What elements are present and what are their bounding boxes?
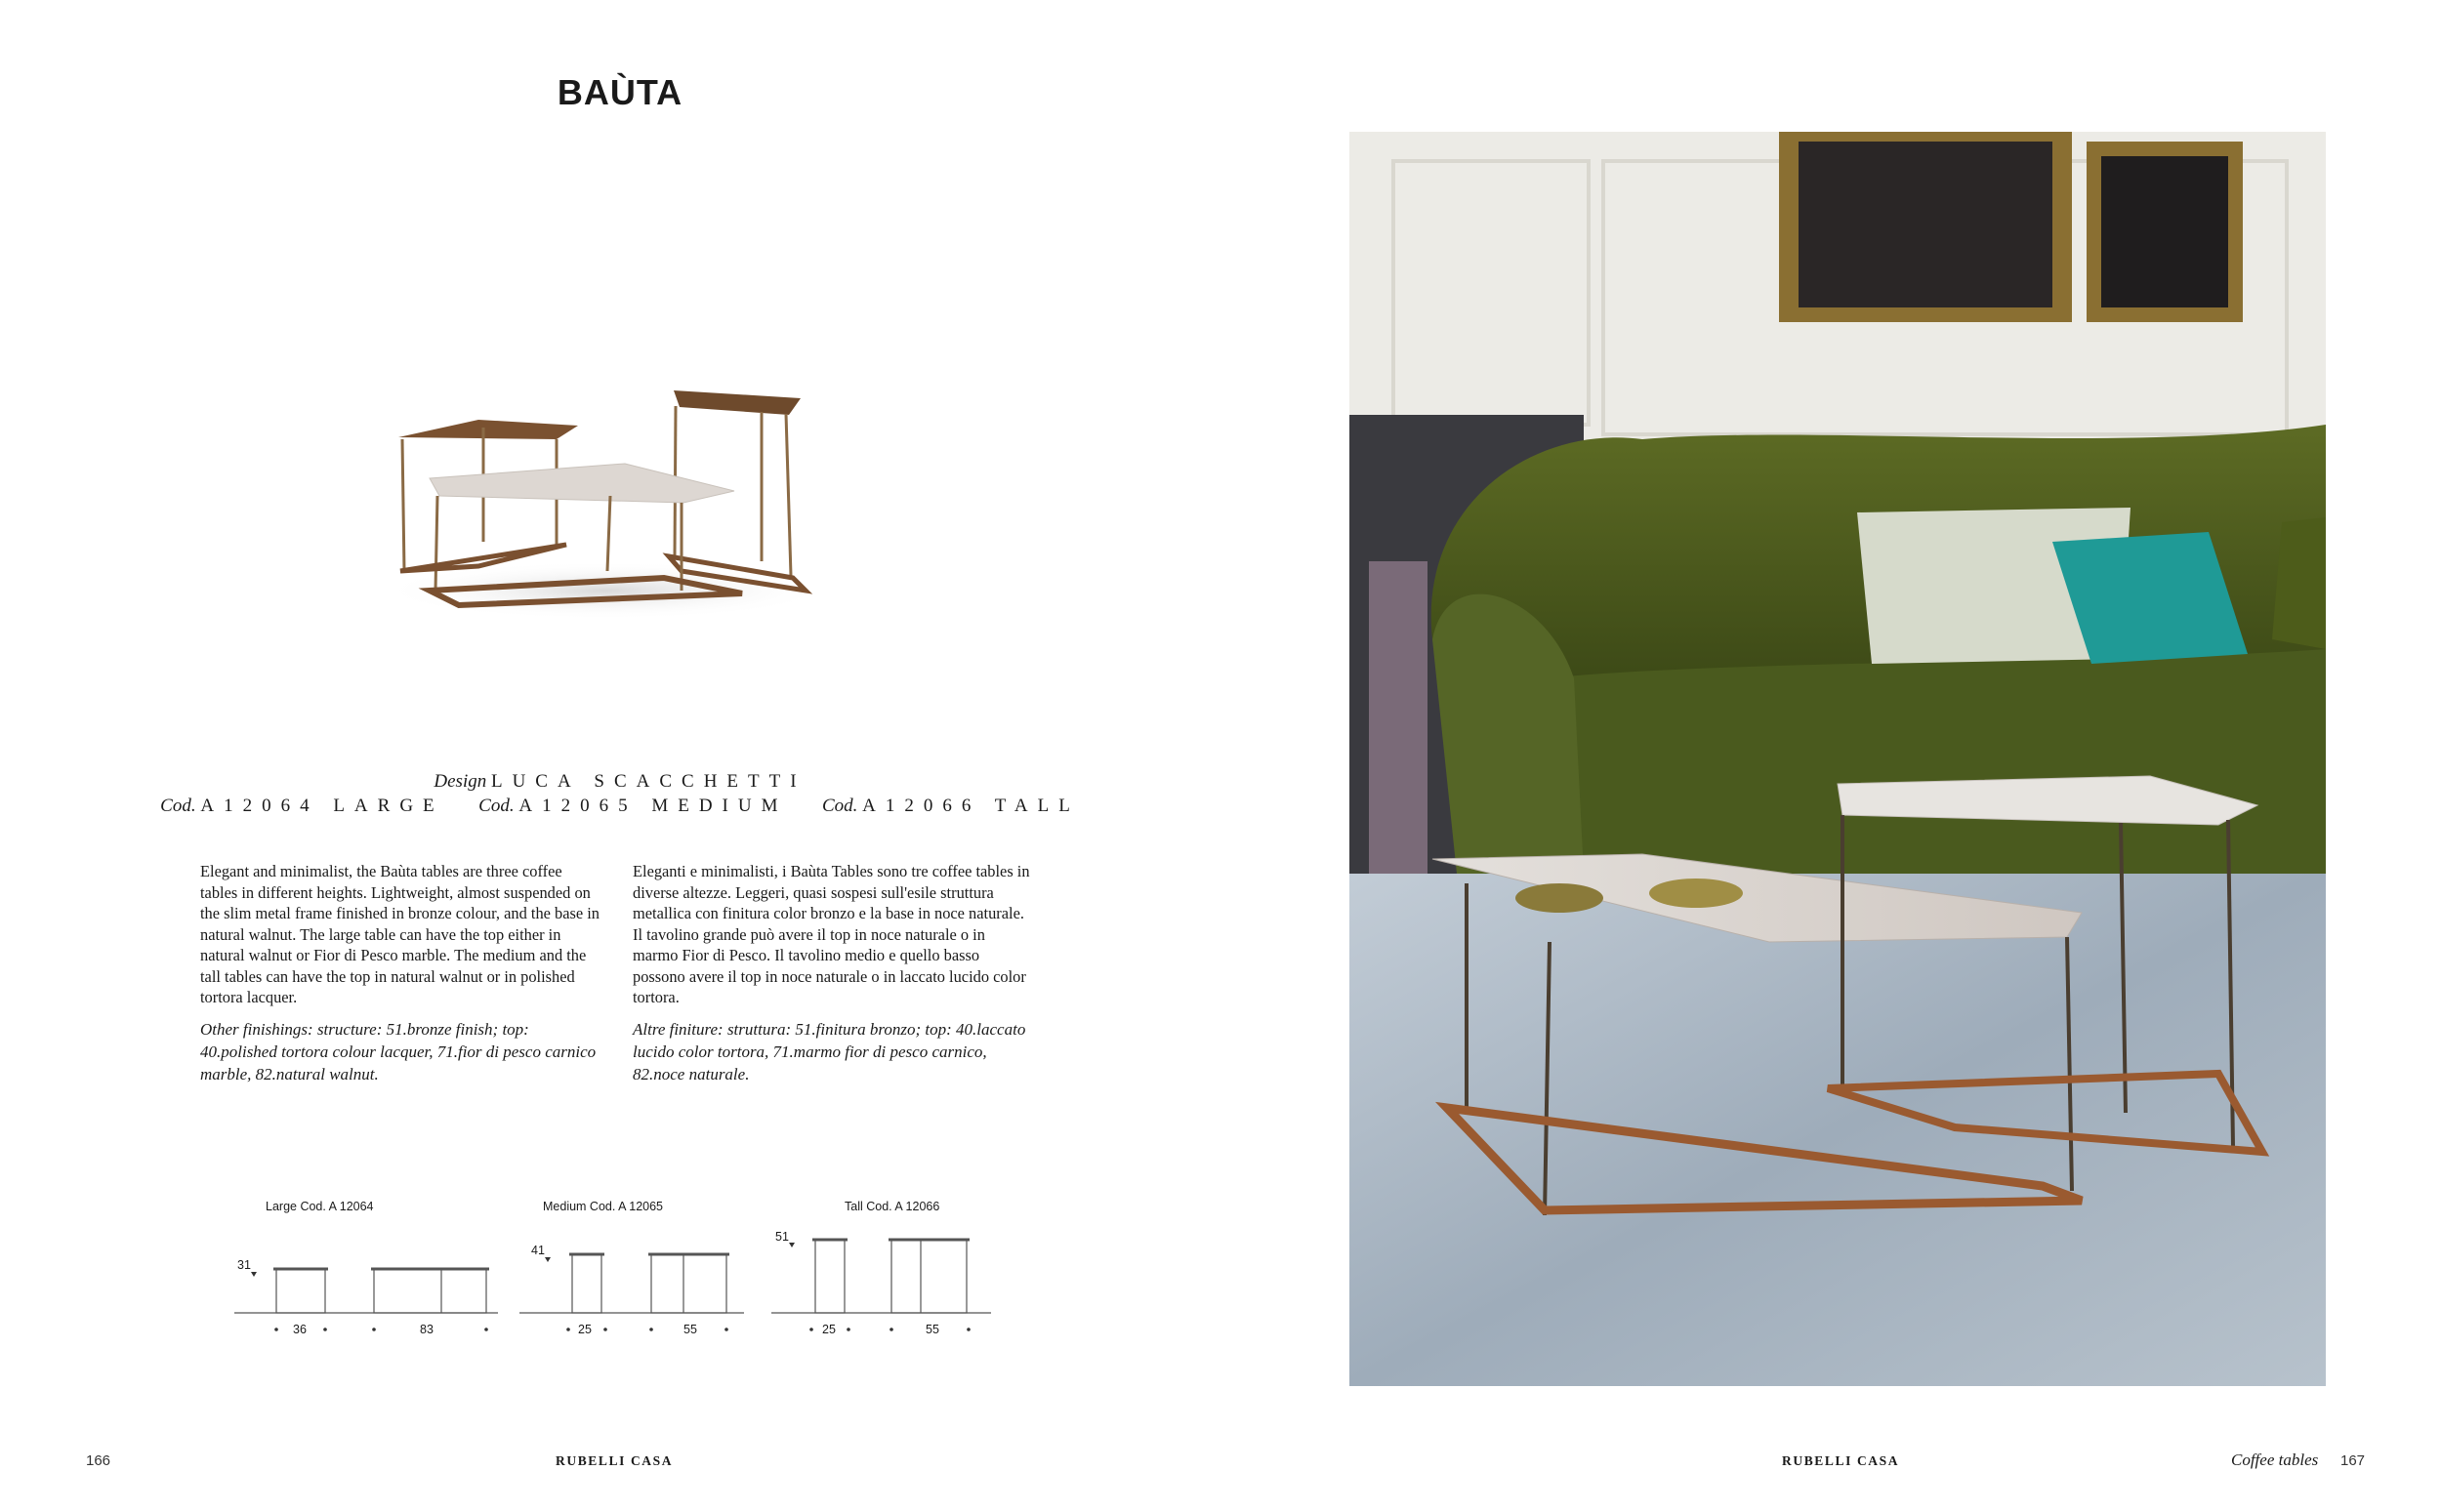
dim-caption-large: Large Cod. A 12064: [266, 1200, 374, 1213]
dim-width-medium: 55: [683, 1323, 697, 1336]
code-tall: A12066 TALL: [862, 796, 1080, 816]
dim-width-tall: 55: [926, 1323, 939, 1336]
dim-depth-large: 36: [293, 1323, 307, 1336]
dim-depth-tall: 25: [822, 1323, 836, 1336]
product-photo: [371, 371, 840, 634]
code-medium: A12065 MEDIUM: [518, 796, 788, 816]
dim-height-medium: 41: [531, 1244, 545, 1257]
description-italian: [633, 861, 1033, 1085]
finishings-en-text: Other finishings: structure: 51.bronze finish; top: 40.polished tortora colour lacquer, 71.fior di pesco carnico marble, 82.natural walnut.: [200, 1019, 597, 1083]
brand-right: RUBELLI CASA: [1782, 1453, 1900, 1468]
description-it-text: Eleganti e minimalisti, i Baùta Tables sono tre coffee tables in diverse altezze. Leggeri, quasi sospesi sull'esile struttura metallica con finitura color bronzo e la base in noce naturale. Il tavolino grande può avere il top in noce naturale o in marmo Fior di Pesco. Il tavolino medio e quello basso possono avere il top in noce naturale o in laccato lucido color tortora.: [633, 862, 1030, 1006]
brand-left: RUBELLI CASA: [556, 1453, 674, 1468]
code-large: A12064 LARGE: [200, 796, 444, 816]
page-number-right: 167: [2340, 1452, 2366, 1469]
description-english: [200, 861, 600, 1085]
finishings-it-text: Altre finiture: struttura: 51.finitura bronzo; top: 40.laccato lucido color tortora, 71.marmo fior di pesco carnico, 82.noce naturale.: [633, 1019, 1026, 1083]
dim-width-large: 83: [420, 1323, 434, 1336]
code-label: Cod.: [821, 796, 858, 816]
dim-height-large: 31: [237, 1258, 251, 1272]
section-name: Coffee tables: [2231, 1451, 2319, 1469]
dim-caption-tall: Tall Cod. A 12066: [845, 1200, 940, 1213]
description-en-text: Elegant and minimalist, the Baùta tables are three coffee tables in different heights. Lightweight, almost suspended on the slim metal frame finished in bronze colour, and the base in natural walnut. The large table can have the top either in natural walnut or Fior di Pesco marble. The medium and the tall tables can have the top in natural walnut or in polished tortora lacquer.: [200, 862, 600, 1006]
dimension-lines: [0, 0, 1074, 1367]
dim-height-tall: 51: [775, 1230, 789, 1244]
room-photo: [1349, 132, 2326, 1386]
designer-name: LUCA SCACCHETTI: [490, 771, 807, 792]
code-label: Cod.: [160, 796, 196, 816]
code-label: Cod.: [478, 796, 515, 816]
designer-credit: [0, 771, 1240, 793]
page-title: BAÙTA: [557, 72, 683, 112]
dim-depth-medium: 25: [578, 1323, 592, 1336]
design-label: Design: [434, 771, 487, 792]
product-codes: [0, 796, 1240, 817]
page-number-left: 166: [86, 1452, 111, 1469]
dim-caption-medium: Medium Cod. A 12065: [543, 1200, 663, 1213]
